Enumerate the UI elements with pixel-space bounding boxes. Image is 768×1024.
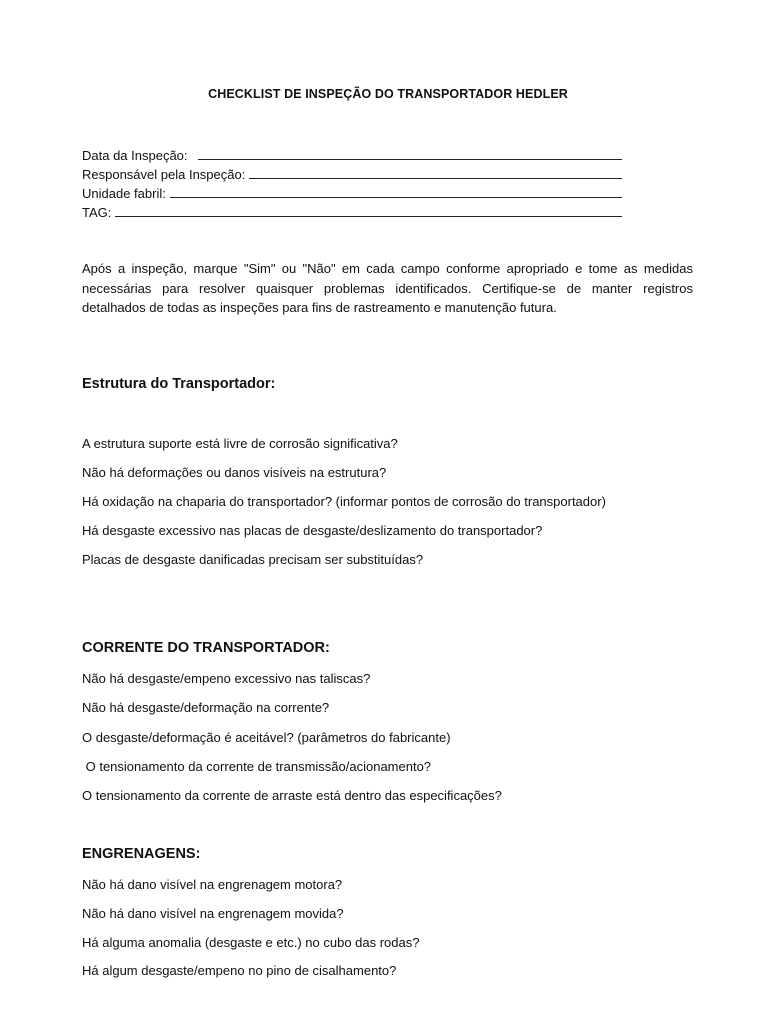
checklist-question: A estrutura suporte está livre de corrosão significativa? [82,436,398,451]
field-plant-unit [82,182,622,201]
field-inspection-date [82,144,622,163]
field-inspector [82,163,622,182]
checklist-question: Não há dano visível na engrenagem movida? [82,906,344,921]
field-label: Responsável pela Inspeção: [82,167,246,182]
section-heading-chain: CORRENTE DO TRANSPORTADOR: [82,640,330,656]
inspection-fields [82,144,622,220]
checklist-question: Não há desgaste/deformação na corrente? [82,700,330,715]
checklist-question: O tensionamento da corrente de transmissão/acionamento? [82,759,432,774]
checklist-question: Há algum desgaste/empeno no pino de cisalhamento? [82,963,397,978]
field-label: TAG: [82,205,112,220]
checklist-question: Não há deformações ou danos visíveis na estrutura? [82,465,387,480]
instructions-paragraph: Após a inspeção, marque "Sim" ou "Não" em cada campo conforme apropriado e tome as medidas necessárias para resolver quaisquer problemas identificados. Certifique-se de manter registros detalhados de todas as inspeções para fins de rastreamento e manutenção futura. [82,261,693,315]
checklist-question: Há alguma anomalia (desgaste e etc.) no cubo das rodas? [82,935,420,950]
checklist-question: Não há desgaste/empeno excessivo nas taliscas? [82,671,371,686]
fill-in-line[interactable] [249,178,622,179]
section-heading-structure: Estrutura do Transportador: [82,376,276,392]
checklist-question: Não há dano visível na engrenagem motora? [82,877,343,892]
checklist-question: O desgaste/deformação é aceitável? (parâmetros do fabricante) [82,730,451,745]
checklist-question: Placas de desgaste danificadas precisam ser substituídas? [82,552,424,567]
field-label: Data da Inspeção: [82,148,188,163]
checklist-question: Há desgaste excessivo nas placas de desgaste/deslizamento do transportador? [82,523,543,538]
section-heading-gears: ENGRENAGENS: [82,846,201,862]
fill-in-line[interactable] [115,216,622,217]
field-tag [82,201,622,220]
field-label: Unidade fabril: [82,186,166,201]
document-title: CHECKLIST DE INSPEÇÃO DO TRANSPORTADOR HEDLER [208,87,568,101]
checklist-question: Há oxidação na chaparia do transportador? (informar pontos de corrosão do transportador) [82,494,606,509]
checklist-question: O tensionamento da corrente de arraste está dentro das especificações? [82,788,502,803]
fill-in-line[interactable] [198,159,622,160]
fill-in-line[interactable] [170,197,622,198]
